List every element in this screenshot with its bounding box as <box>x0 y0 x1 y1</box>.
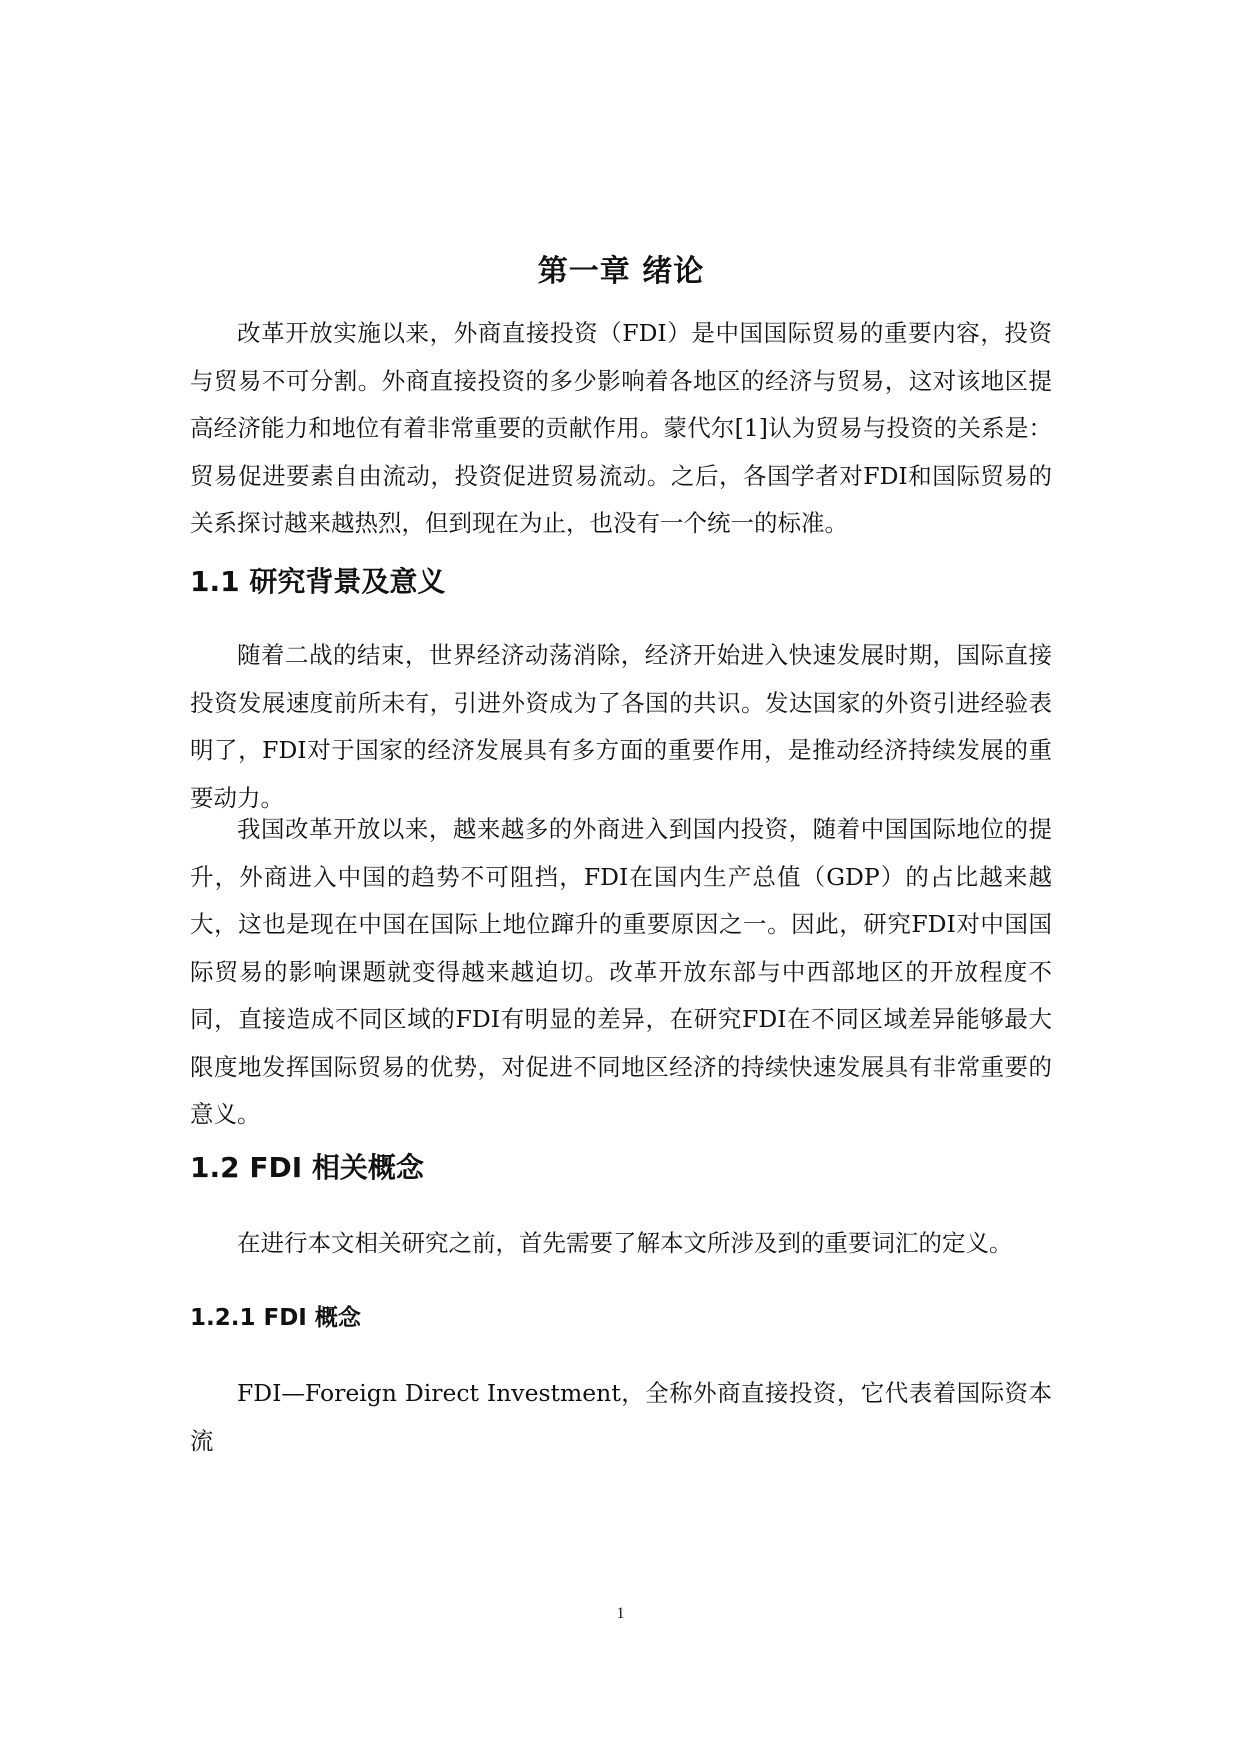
subsection-heading-1-2-1: 1.2.1 FDI 概念 <box>190 1305 361 1331</box>
section-1-1-paragraph-2: 我国改革开放以来，越来越多的外商进入到国内投资，随着中国国际地位的提升，外商进入中国的趋势不可阻挡，FDI在国内生产总值（GDP）的占比越来越大，这也是现在中国在国际上地位蹿升的重要原因之一。因此，研究FDI对中国国际贸易的影响课题就变得越来越迫切。改革开放东部与中西部地区的开放程度不同，直接造成不同区域的FDI有明显的差异，在研究FDI在不同区域差异能够最大限度地发挥国际贸易的优势，对促进不同地区经济的持续快速发展具有非常重要的意义。 <box>190 815 1052 1128</box>
section-1-1-paragraph-1: 随着二战的结束，世界经济动荡消除，经济开始进入快速发展时期，国际直接投资发展速度前所未有，引进外资成为了各国的共识。发达国家的外资引进经验表明了，FDI对于国家的经济发展具有多方面的重要作用，是推动经济持续发展的重要动力。 <box>190 641 1052 812</box>
intro-paragraph: 改革开放实施以来，外商直接投资（FDI）是中国国际贸易的重要内容，投资与贸易不可分割。外商直接投资的多少影响着各地区的经济与贸易，这对该地区提高经济能力和地位有着非常重要的贡献作用。蒙代尔[1]认为贸易与投资的关系是：贸易促进要素自由流动，投资促进贸易流动。之后，各国学者对FDI和国际贸易的关系探讨越来越热烈，但到现在为止，也没有一个统一的标准。 <box>190 319 1052 537</box>
chapter-title: 第一章 绪论 <box>537 254 705 289</box>
page-number: 1 <box>616 1605 625 1622</box>
subsection-1-2-1-paragraph-1: FDI—Foreign Direct Investment，全称外商直接投资，它代表着国际资本流 <box>190 1379 1052 1455</box>
section-heading-1-2: 1.2 FDI 相关概念 <box>190 1151 424 1184</box>
section-1-2-paragraph-1: 在进行本文相关研究之前，首先需要了解本文所涉及到的重要词汇的定义。 <box>237 1229 1013 1257</box>
section-heading-1-1: 1.1 研究背景及意义 <box>190 565 446 598</box>
